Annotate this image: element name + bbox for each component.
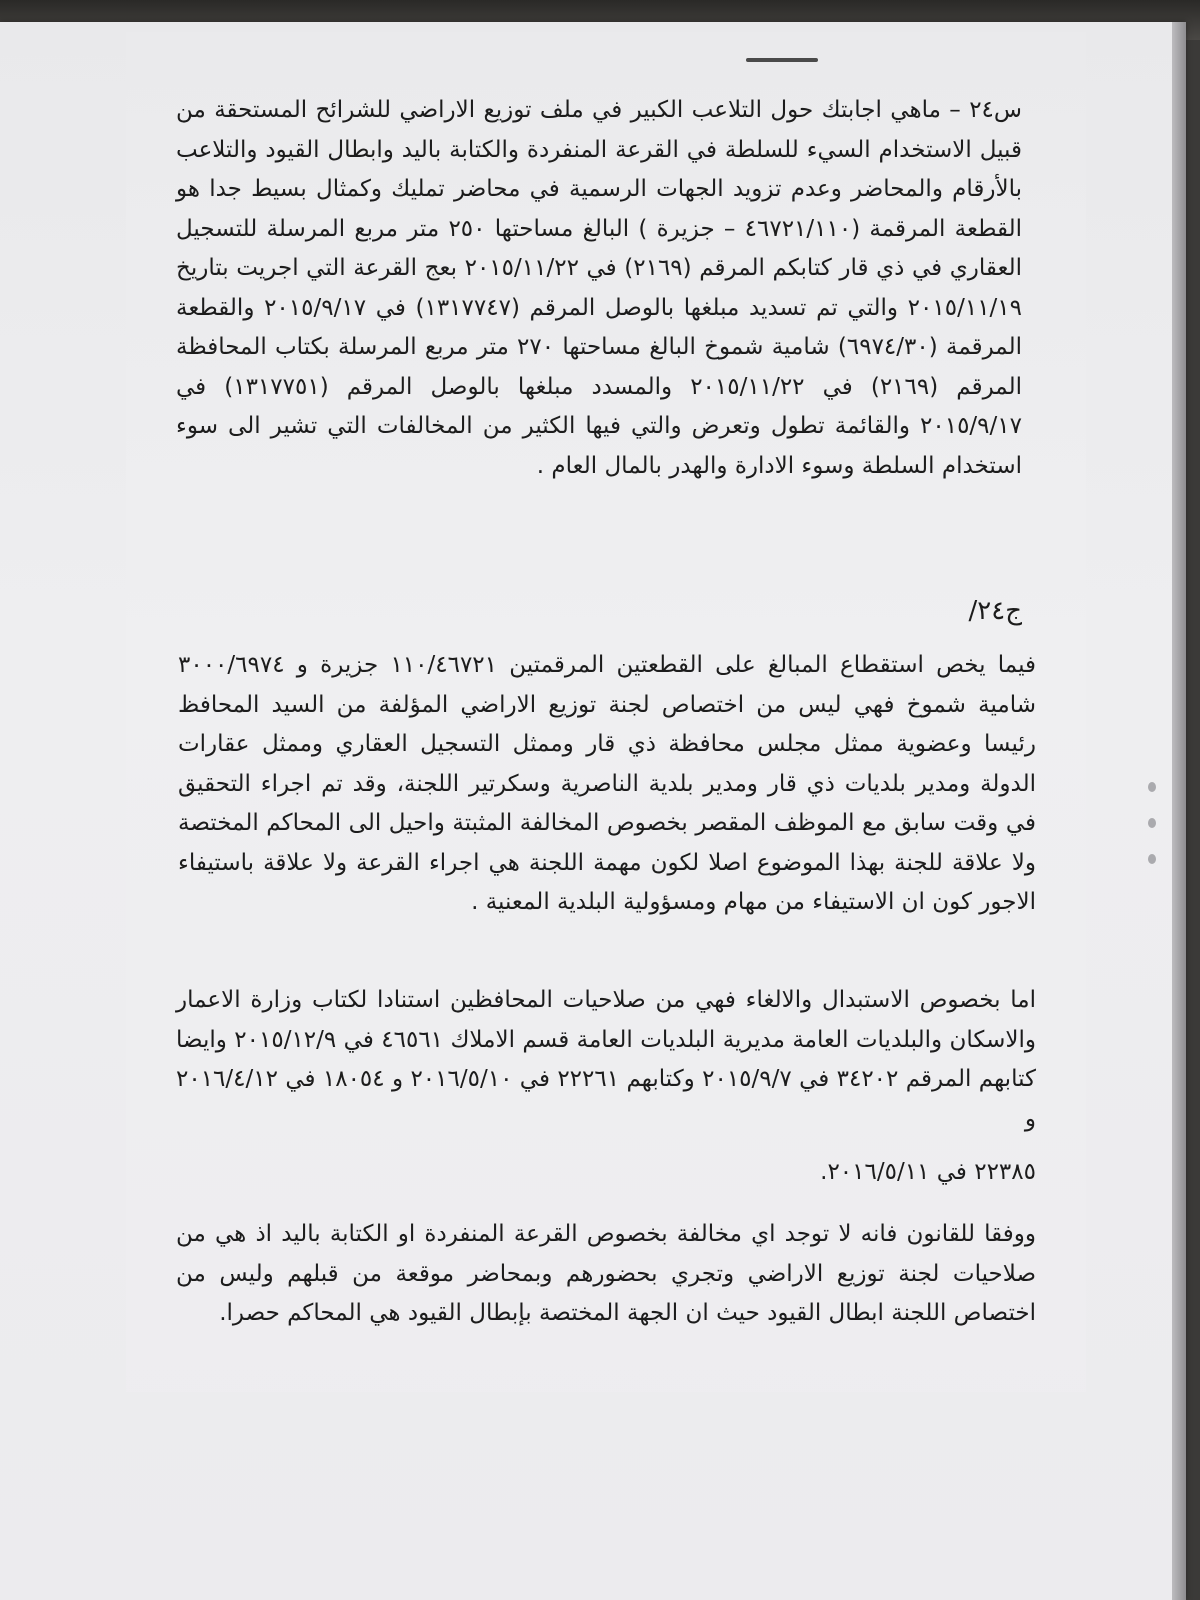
question-24-text bbox=[176, 91, 1022, 486]
question-paragraph: س٢٤ – ماهي اجابتك حول التلاعب الكبير في ملف توزيع الاراضي للشرائح المستحقة من قبيل الاستخدام السيء للسلطة في القرعة المنفردة والكتابة باليد وابطال القيود والتلاعب بالأرقام والمحاضر وعدم تزويد الجهات الرسمية في محاضر تمليك وكمثال بسيط جدا هو القطعة المرقمة (٤٦٧٢١/١١٠ – جزيرة ) البالغ مساحتها ٢٥٠ متر مربع المرسلة للتسجيل العقاري في ذي قار كتابكم المرقم (٢١٦٩) في ٢٠١٥/١١/٢٢ بعج القرعة التي اجريت بتاريخ ٢٠١٥/١١/١٩ والتي تم تسديد مبلغها بالوصل المرقم (١٣١٧٧٤٧) في ٢٠١٥/٩/١٧ والقطعة المرقمة (٦٩٧٤/٣٠) شامية شموخ البالغ مساحتها ٢٧٠ متر مربع المرسلة بكتاب المحافظة المرقم (٢١٦٩) في ٢٠١٥/١١/٢٢ والمسدد مبلغها بالوصل المرقم (١٣١٧٧٥١) في ٢٠١٥/٩/١٧ والقائمة تطول وتعرض والتي فيها الكثير من المخالفات التي تشير الى سوء استخدام السلطة وسوء الادارة والهدر بالمال العام . bbox=[176, 97, 1022, 479]
answer-paragraph-3-text: ووفقا للقانون فانه لا توجد اي مخالفة بخصوص القرعة المنفردة او الكتابة باليد اذ هي من صلاحيات لجنة توزيع الاراضي وتجري بحضورهم وبمحاضر موقعة من قبلهم وليس من اختصاص اللجنة ابطال القيود حيث ان الجهة المختصة بإبطال القيود هي المحاكم حصرا. bbox=[176, 1221, 1036, 1326]
answer-paragraph-1-text: فيما يخص استقطاع المبالغ على القطعتين المرقمتين ١١٠/٤٦٧٢١ جزيرة و ٣٠٠٠/٦٩٧٤ شامية شموخ فهي ليس من اختصاص لجنة توزيع الاراضي المؤلفة من السيد المحافظ رئيسا وعضوية ممثل مجلس محافظة ذي قار وممثل التسجيل العقاري وممثل عقارات الدولة ومدير بلديات ذي قار ومدير بلدية الناصرية وسكرتير اللجنة، وقد تم اجراء التحقيق في وقت سابق مع الموظف المقصر بخصوص المخالفة المثبتة واحيل الى المحاكم المختصة ولا علاقة للجنة بهذا الموضوع اصلا لكون مهمة اللجنة هي اجراء القرعة ولا علاقة باستيفاء الاجور كون ان الاستيفاء من مهام ومسؤولية البلدية المعنية . bbox=[178, 652, 1036, 915]
answer-paragraph-2-continuation: ٢٢٣٨٥ في ٢٠١٦/٥/١١. bbox=[820, 1159, 1036, 1185]
answer-paragraph-3 bbox=[176, 1215, 1036, 1334]
staple-mark-icon bbox=[1148, 782, 1156, 792]
answer-paragraph-1 bbox=[178, 646, 1036, 923]
paper-edge-shadow bbox=[1172, 22, 1186, 1600]
staple-mark-icon bbox=[1148, 818, 1156, 828]
answer-paragraph-2 bbox=[176, 981, 1036, 1193]
answer-paragraph-2-text: اما بخصوص الاستبدال والالغاء فهي من صلاحيات المحافظين استنادا لكتاب وزارة الاعمار والاسكان والبلديات العامة مديرية البلديات العامة قسم الاملاك ٤٦٥٦١ في ٢٠١٥/١٢/٩ وايضا كتابهم المرقم ٣٤٢٠٢ في ٢٠١٥/٩/٧ وكتابهم ٢٢٢٦١ في ٢٠١٦/٥/١٠ و ١٨٠٥٤ في ٢٠١٦/٤/١٢ و bbox=[176, 987, 1036, 1132]
staple-marks bbox=[1142, 782, 1162, 872]
answer-24-label: ج٢٤/ bbox=[968, 596, 1022, 626]
staple-mark-icon bbox=[1148, 854, 1156, 864]
top-rule-mark bbox=[746, 58, 818, 62]
